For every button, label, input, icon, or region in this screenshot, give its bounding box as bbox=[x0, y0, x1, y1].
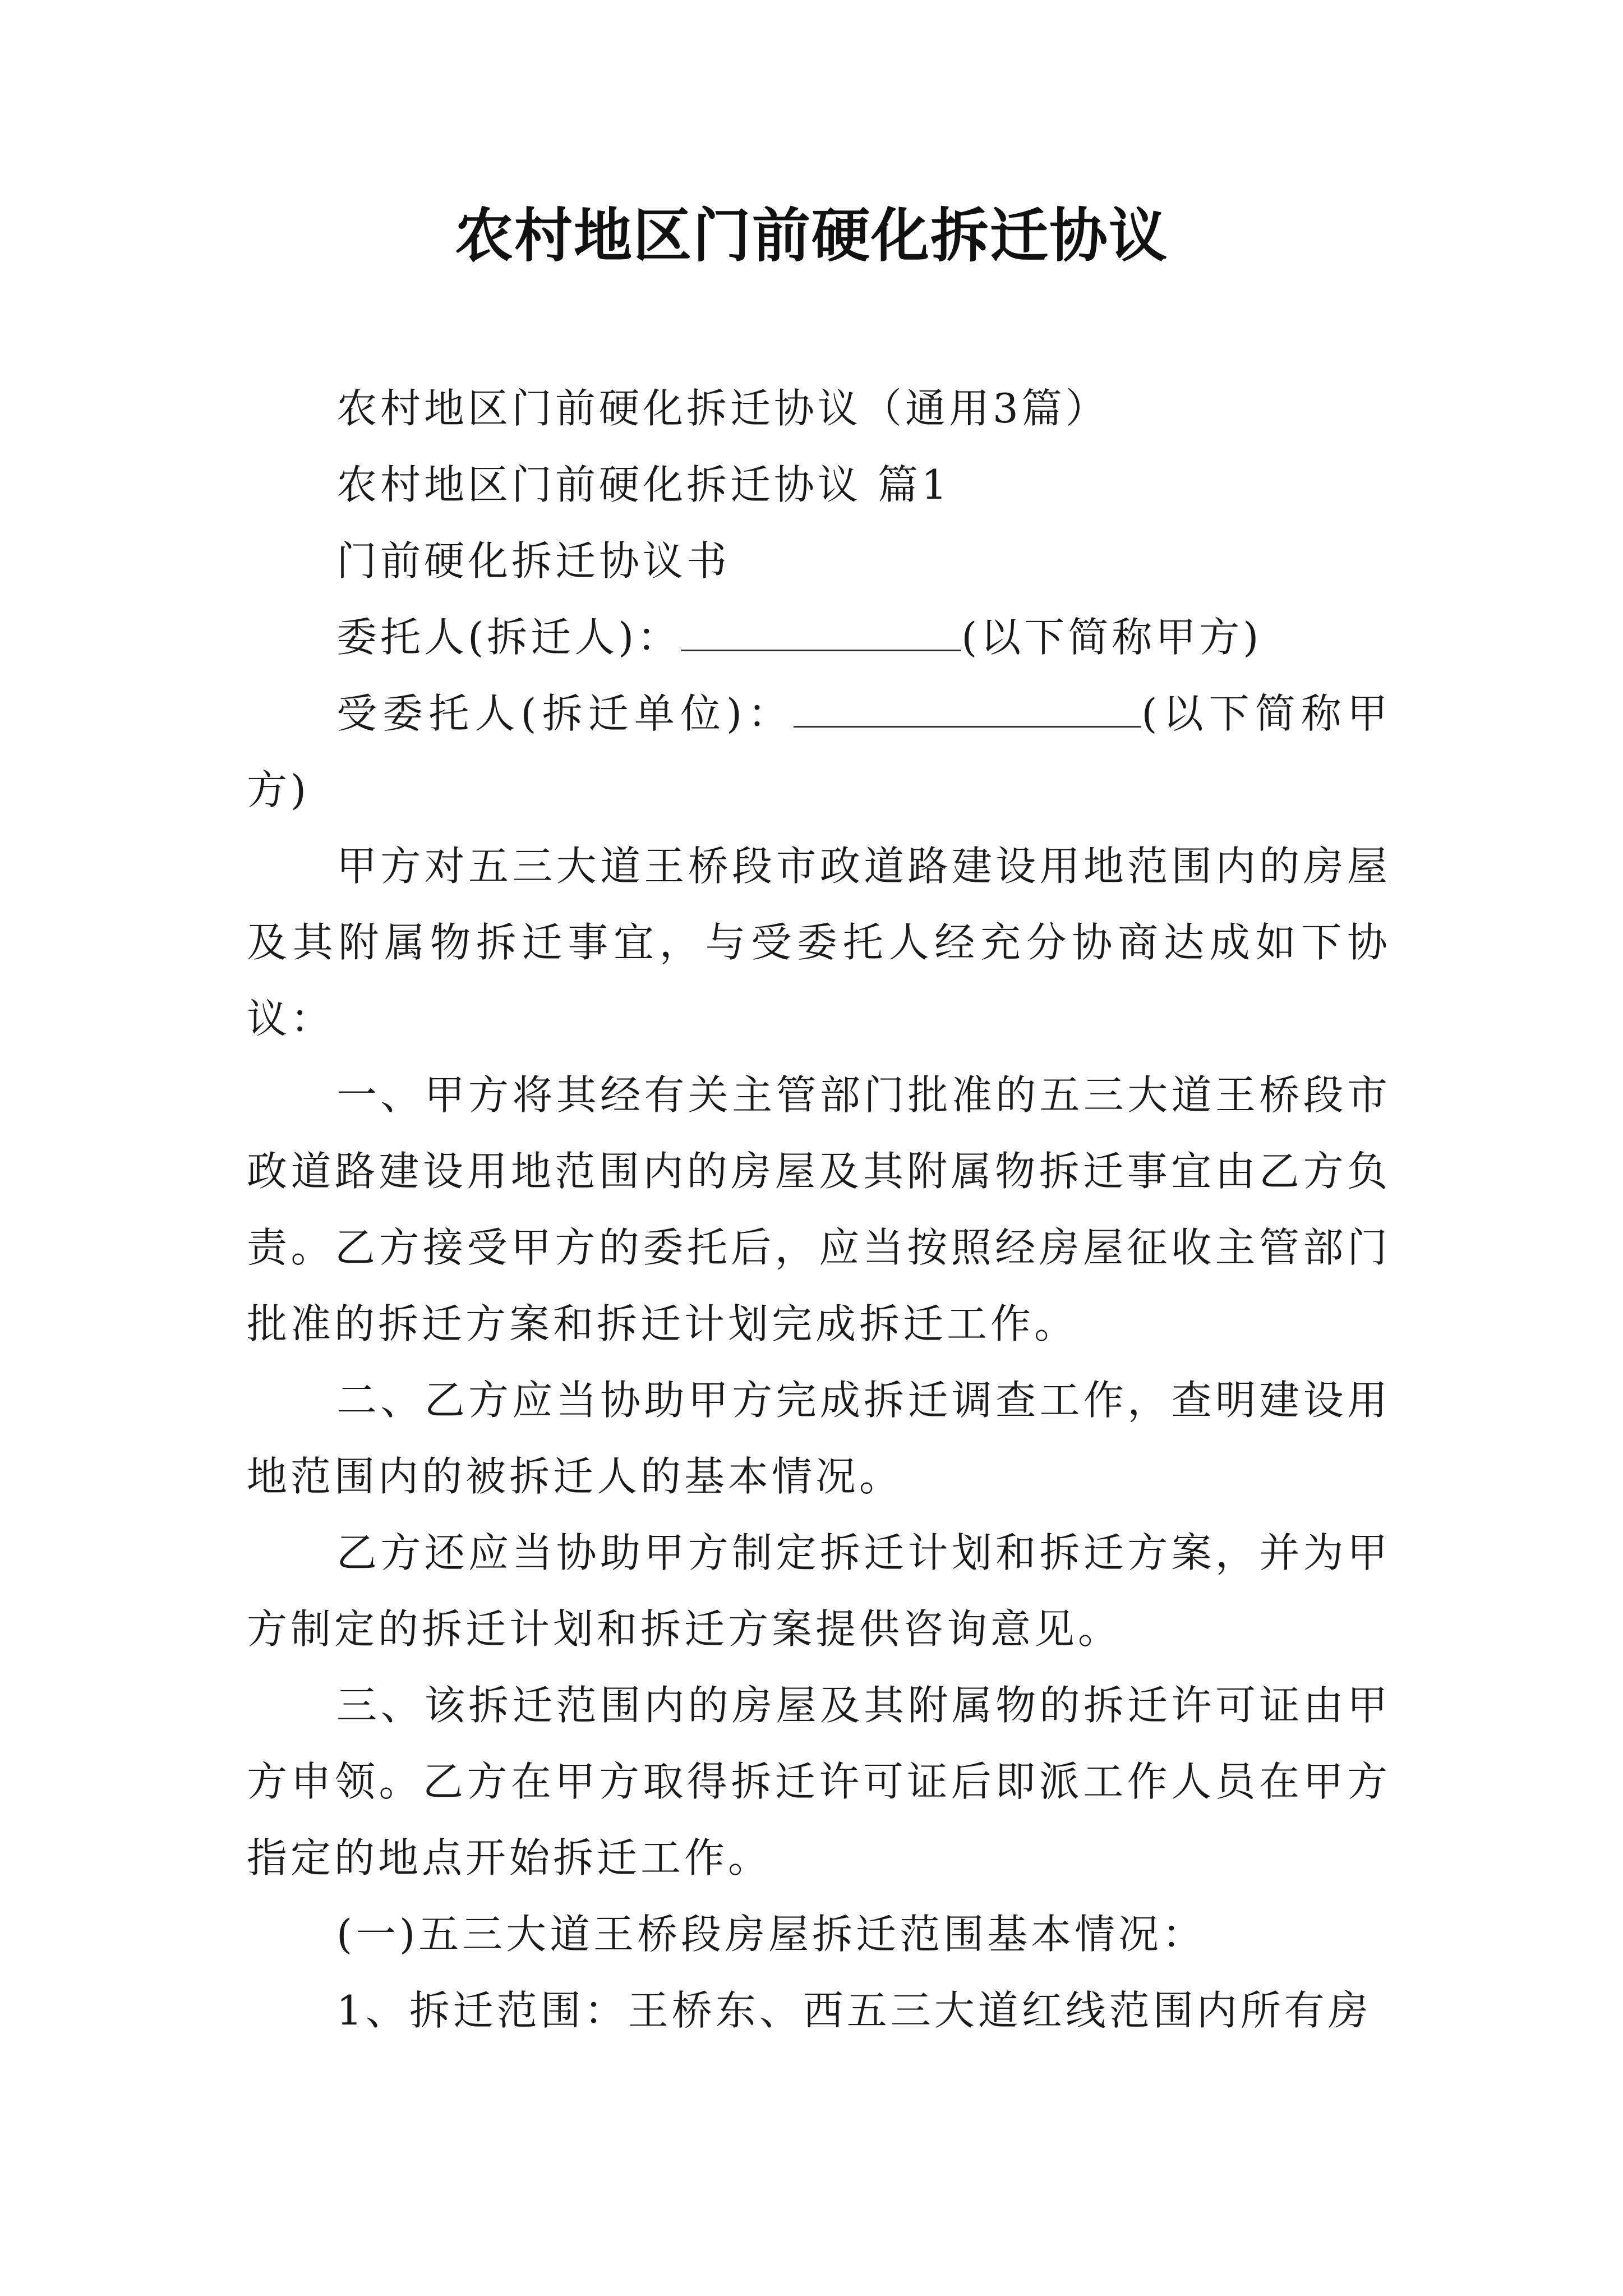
party-b-suffix: (以下简称甲方) bbox=[247, 690, 1391, 813]
part-heading: 农村地区门前硬化拆迁协议 篇1 bbox=[336, 461, 951, 508]
party-a-suffix: (以下简称甲方) bbox=[961, 614, 1262, 661]
paragraph: 一、甲方将其经有关主管部门批准的五三大道王桥段市政道路建设用地范围内的房屋及其附属物拆迁事宜由乙方负责。乙方接受甲方的委托后，应当按照经房屋征收主管部门批准的拆迁方案和拆迁计划完成拆迁工作。 bbox=[247, 1071, 1391, 1347]
party-b-line bbox=[247, 675, 1391, 828]
document-body bbox=[247, 370, 1391, 2049]
paragraph: 三、该拆迁范围内的房屋及其附属物的拆迁许可证由甲方申领。乙方在甲方取得拆迁许可证后即派工作人员在甲方指定的地点开始拆迁工作。 bbox=[247, 1682, 1391, 1881]
agreement-name: 门前硬化拆迁协议书 bbox=[336, 537, 731, 585]
paragraph: 1、拆迁范围：王桥东、西五三大道红线范围内所有房 bbox=[336, 1987, 1372, 2034]
subtitle-line: 农村地区门前硬化拆迁协议（通用3篇） bbox=[336, 385, 1109, 432]
party-a-label: 委托人(拆迁人)： bbox=[336, 614, 681, 661]
paragraph: 甲方对五三大道王桥段市政道路建设用地范围内的房屋及其附属物拆迁事宜，与受委托人经充分协商达成如下协议： bbox=[247, 843, 1391, 1042]
party-b-blank bbox=[794, 687, 1141, 728]
party-a-blank bbox=[681, 610, 961, 651]
document-title: 农村地区门前硬化拆迁协议 bbox=[454, 201, 1168, 270]
paragraph: 乙方还应当协助甲方制定拆迁计划和拆迁方案，并为甲方制定的拆迁计划和拆迁方案提供咨询意见。 bbox=[247, 1529, 1391, 1653]
party-a-line bbox=[247, 599, 1391, 675]
paragraph: (一)五三大道王桥段房屋拆迁范围基本情况： bbox=[336, 1911, 1206, 1958]
party-b-label: 受委托人(拆迁单位)： bbox=[336, 690, 794, 737]
paragraph: 二、乙方应当协助甲方完成拆迁调查工作，查明建设用地范围内的被拆迁人的基本情况。 bbox=[247, 1377, 1391, 1500]
